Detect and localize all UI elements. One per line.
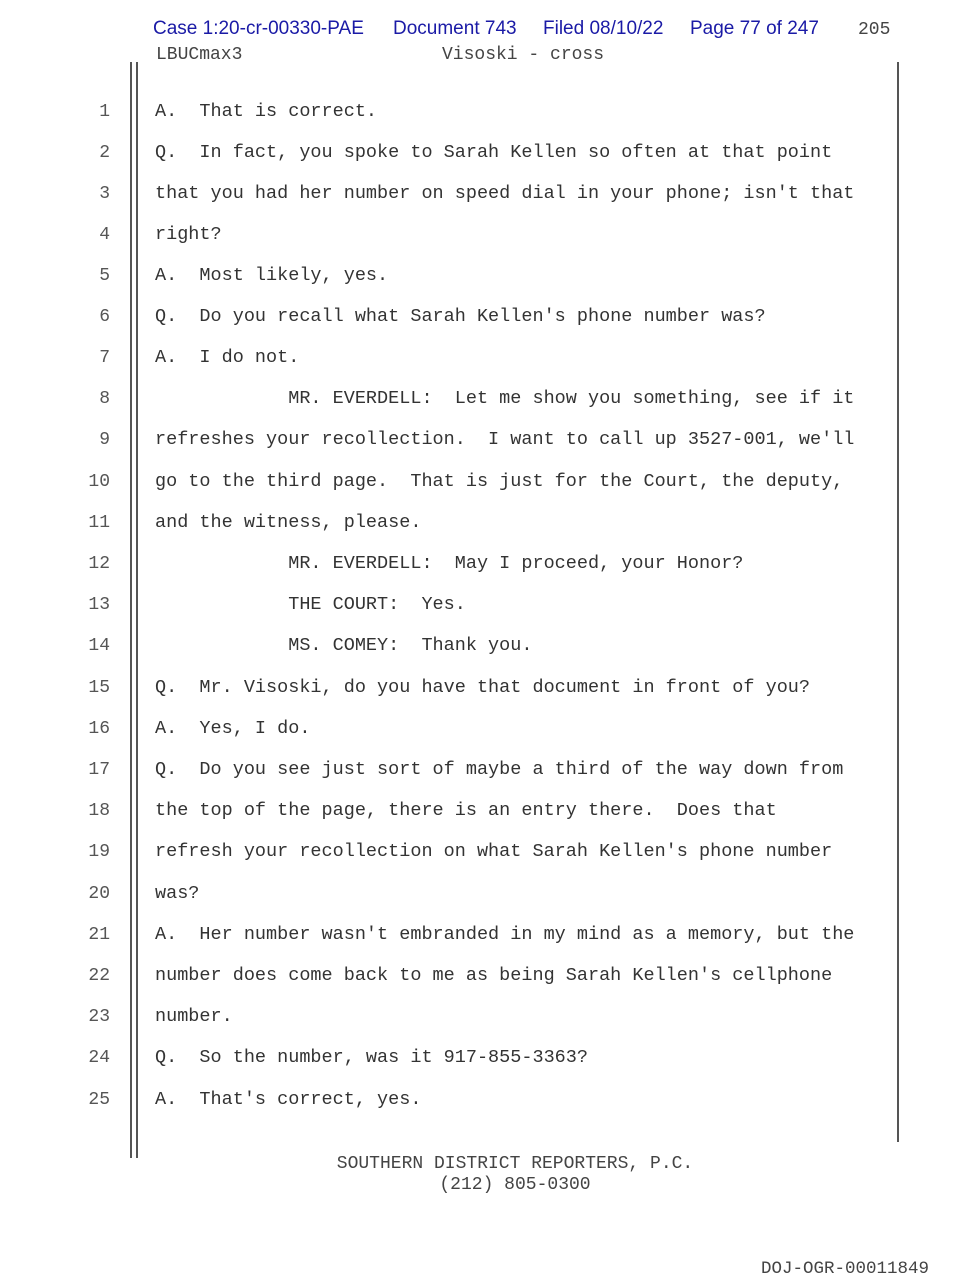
line-text: A. Yes, I do. bbox=[155, 718, 311, 739]
line-number: 15 bbox=[88, 678, 110, 698]
line-number: 10 bbox=[88, 472, 110, 492]
line-number: 13 bbox=[88, 595, 110, 615]
line-text: go to the third page. That is just for the Court, the deputy, bbox=[155, 471, 844, 492]
line-text: that you had her number on speed dial in your phone; isn't that bbox=[155, 183, 855, 204]
line-number: 9 bbox=[99, 430, 110, 450]
line-number: 22 bbox=[88, 966, 110, 986]
line-text: was? bbox=[155, 883, 200, 904]
line-text: refreshes your recollection. I want to call up 3527-001, we'll bbox=[155, 429, 855, 450]
line-number: 7 bbox=[99, 348, 110, 368]
line-number: 16 bbox=[88, 719, 110, 739]
line-text: Q. In fact, you spoke to Sarah Kellen so often at that point bbox=[155, 142, 833, 163]
line-text: Q. Mr. Visoski, do you have that document in front of you? bbox=[155, 677, 811, 698]
line-number: 4 bbox=[99, 225, 110, 245]
line-number: 6 bbox=[99, 307, 110, 327]
line-text: THE COURT: Yes. bbox=[155, 594, 466, 615]
line-text: Q. Do you see just sort of maybe a third of the way down from bbox=[155, 759, 844, 780]
line-text: number does come back to me as being Sarah Kellen's cellphone bbox=[155, 965, 833, 986]
line-text: A. That is correct. bbox=[155, 101, 378, 122]
line-text: and the witness, please. bbox=[155, 512, 422, 533]
line-number: 5 bbox=[99, 266, 110, 286]
line-number: 17 bbox=[88, 760, 110, 780]
line-text: A. Most likely, yes. bbox=[155, 265, 389, 286]
line-text: A. Her number wasn't embranded in my mind as a memory, but the bbox=[155, 924, 855, 945]
line-number: 21 bbox=[88, 925, 110, 945]
left-margin-rule-2 bbox=[136, 62, 138, 1158]
line-text: MR. EVERDELL: Let me show you something, see if it bbox=[155, 388, 855, 409]
line-text: MS. COMEY: Thank you. bbox=[155, 635, 533, 656]
line-number: 3 bbox=[99, 184, 110, 204]
bates-number: DOJ-OGR-00011849 bbox=[761, 1259, 930, 1279]
line-number: 25 bbox=[88, 1090, 110, 1110]
line-number: 19 bbox=[88, 842, 110, 862]
line-text: right? bbox=[155, 224, 222, 245]
line-number: 1 bbox=[99, 102, 110, 122]
line-text: MR. EVERDELL: May I proceed, your Honor? bbox=[155, 553, 744, 574]
line-text: A. That's correct, yes. bbox=[155, 1089, 422, 1110]
section-title: Visoski - cross bbox=[442, 45, 605, 65]
document-number: Document 743 bbox=[393, 18, 517, 39]
line-text: A. I do not. bbox=[155, 347, 300, 368]
reporter-code: LBUCmax3 bbox=[156, 45, 243, 65]
reporter-name: SOUTHERN DISTRICT REPORTERS, P.C. bbox=[336, 1154, 694, 1174]
line-number: 2 bbox=[99, 143, 110, 163]
line-text: the top of the page, there is an entry there. Does that bbox=[155, 800, 777, 821]
line-text: number. bbox=[155, 1006, 233, 1027]
line-text: refresh your recollection on what Sarah Kellen's phone number bbox=[155, 841, 833, 862]
line-number: 8 bbox=[99, 389, 110, 409]
line-text: Q. So the number, was it 917-855-3363? bbox=[155, 1047, 588, 1068]
line-number: 14 bbox=[88, 636, 110, 656]
reporter-phone: (212) 805-0300 bbox=[439, 1175, 591, 1195]
transcript-page-number: 205 bbox=[858, 20, 891, 40]
line-number: 12 bbox=[88, 554, 110, 574]
filed-date: Filed 08/10/22 bbox=[543, 18, 664, 39]
case-number: Case 1:20-cr-00330-PAE bbox=[153, 18, 364, 39]
line-number: 11 bbox=[88, 513, 110, 533]
page-of-total: Page 77 of 247 bbox=[690, 18, 819, 39]
line-number: 20 bbox=[88, 884, 110, 904]
line-number: 23 bbox=[88, 1007, 110, 1027]
line-text: Q. Do you recall what Sarah Kellen's phone number was? bbox=[155, 306, 766, 327]
line-number: 18 bbox=[88, 801, 110, 821]
left-margin-rule-1 bbox=[130, 62, 132, 1158]
line-number: 24 bbox=[88, 1048, 110, 1068]
right-margin-rule bbox=[897, 62, 899, 1142]
